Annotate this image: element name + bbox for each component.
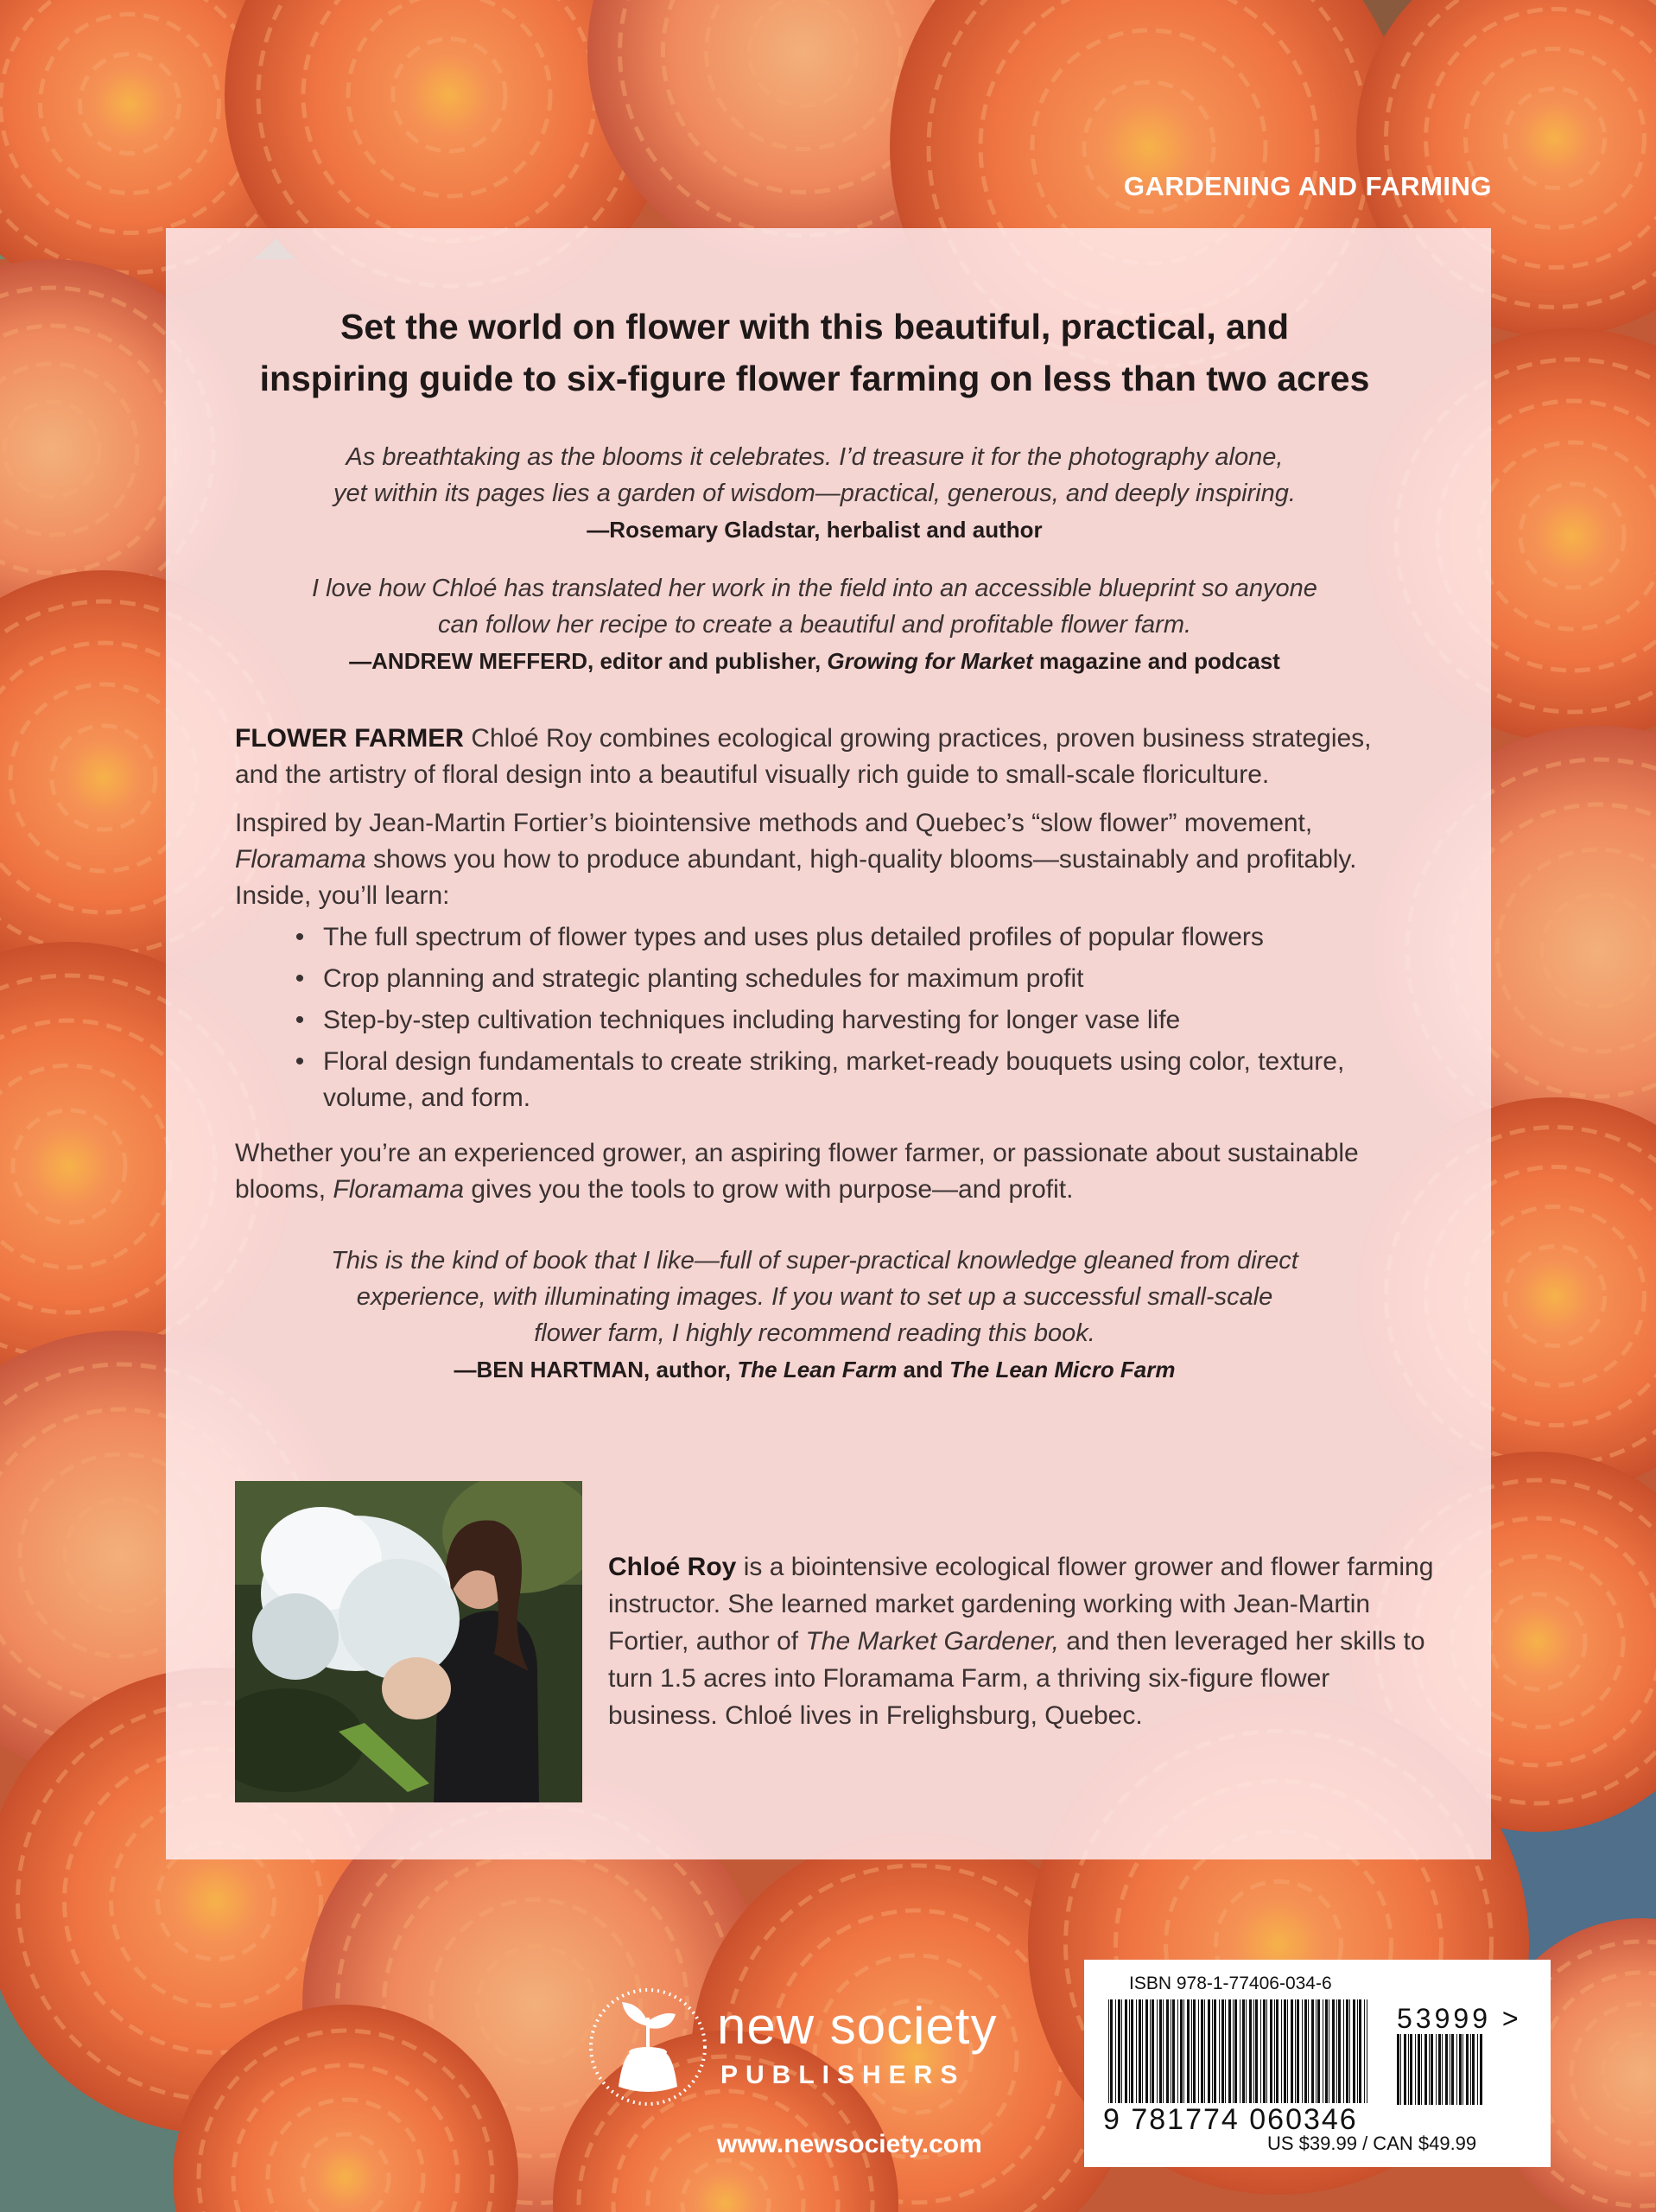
barcode-bar	[1410, 2034, 1412, 2105]
quote-line: As breathtaking as the blooms it celebrates. I’d treasure it for the photography alone,	[346, 443, 1284, 471]
barcode-bar	[1131, 1999, 1133, 2103]
inspired-paragraph	[235, 805, 1394, 914]
quote-line: yet within its pages lies a garden of wisdom—practical, generous, and deeply inspiring.	[333, 480, 1296, 507]
barcode-bar	[1234, 1999, 1237, 2103]
author-bio-text: and then leveraged her skills to turn 1.5 acres into Floramama Farm, a thriving six-figure flower business. Chloé lives in Frelighsburg, Quebec.	[608, 1627, 1425, 1730]
barcode-bar	[1462, 2034, 1463, 2105]
barcode-bar	[1308, 1999, 1309, 2103]
barcode-bar	[1118, 1999, 1120, 2103]
barcode-bar	[1221, 1999, 1224, 2103]
barcode-bar	[1246, 1999, 1247, 2103]
attribution-text: —BEN HARTMAN, author,	[454, 1357, 738, 1382]
barcode-bar	[1470, 2034, 1471, 2105]
barcode-bar	[1136, 1999, 1137, 2103]
barcode-bar	[1225, 1999, 1226, 2103]
barcode-bar	[1295, 1999, 1296, 2103]
barcode-bar	[1451, 2034, 1454, 2105]
barcode-bar	[1424, 2034, 1427, 2105]
list-item	[287, 1044, 1394, 1116]
list-item-text: Step-by-step cultivation techniques including harvesting for longer vase life	[323, 1006, 1181, 1034]
barcode-bar	[1353, 1999, 1355, 2103]
bullet-icon: •	[295, 923, 305, 951]
publisher-name: new society	[717, 1997, 998, 2055]
barcode-bar	[1198, 1999, 1199, 2103]
barcode-bar	[1150, 1999, 1151, 2103]
tree-stump-sprout-icon	[587, 1983, 708, 2111]
closing-text: Whether you’re an experienced grower, an aspiring flower farmer, or passionate about sustainable blooms,	[235, 1139, 1359, 1204]
quote-mefferd	[235, 570, 1394, 643]
quote-line: flower farm, I highly recommend reading this book.	[534, 1319, 1095, 1347]
barcode-bar	[1349, 1999, 1350, 2103]
barcode-bar	[1177, 1999, 1178, 2103]
barcode-bar	[1431, 2034, 1433, 2105]
barcode-bar	[1325, 1999, 1328, 2103]
barcode-bar	[1291, 1999, 1293, 2103]
barcode-bar	[1142, 1999, 1143, 2103]
barcode-bar	[1157, 1999, 1158, 2103]
author-bio-text: is a biointensive ecological flower grower and flower farming instructor. She learned market gardening working with Jean-Martin Fortier, author of	[608, 1553, 1434, 1656]
price-text: US $39.99 / CAN $49.99	[1267, 2133, 1477, 2154]
barcode-bar	[1242, 1999, 1245, 2103]
list-item	[287, 919, 1394, 956]
ean-barcode-icon	[1108, 1999, 1367, 2103]
author-photo	[235, 1481, 582, 1802]
attribution-hartman	[235, 1351, 1394, 1388]
barcode-bar	[1187, 1999, 1190, 2103]
barcode-bar	[1472, 2034, 1475, 2105]
price-code	[1397, 2003, 1522, 2035]
barcode-bar	[1253, 1999, 1254, 2103]
barcode-bar	[1166, 1999, 1169, 2103]
barcode-bar	[1163, 1999, 1164, 2103]
bullet-icon: •	[295, 1006, 305, 1034]
headline-line: inspiring guide to six-figure flower farming on less than two acres	[259, 359, 1370, 398]
barcode-bar	[1336, 1999, 1337, 2103]
barcode-bar	[1172, 1999, 1175, 2103]
quote-line: I love how Chloé has translated her work in the field into an accessible blueprint so anyone	[312, 575, 1317, 602]
publisher-logo	[587, 1983, 1037, 2156]
barcode-bar	[1201, 1999, 1203, 2103]
barcode-bar	[1110, 1999, 1113, 2103]
list-item-text: Floral design fundamentals to create striking, market-ready bouquets using color, texture, volume, and form.	[323, 1047, 1345, 1112]
intro-paragraph	[235, 721, 1394, 793]
barcode-bar	[1429, 2034, 1430, 2105]
barcode-bar	[1436, 2034, 1437, 2105]
barcode-bar	[1346, 1999, 1348, 2103]
barcode-bar	[1359, 1999, 1361, 2103]
barcode-bar	[1115, 1999, 1116, 2103]
barcode-bar	[1442, 2034, 1443, 2105]
isbn-text: ISBN 978-1-77406-034-6	[1129, 1974, 1332, 1993]
author-bio	[608, 1548, 1437, 1734]
back-cover-panel	[166, 228, 1491, 1859]
barcode-bar	[1466, 2034, 1469, 2105]
attribution-text: —ANDREW MEFFERD, editor and publisher,	[349, 648, 828, 674]
barcode-bar	[1404, 2034, 1406, 2105]
barcode-bar	[1364, 1999, 1365, 2103]
barcode-bar	[1274, 1999, 1275, 2103]
attribution-mefferd	[235, 643, 1394, 679]
barcode-bar	[1421, 2034, 1422, 2105]
barcode-bar	[1219, 1999, 1220, 2103]
barcode-bar	[1255, 1999, 1258, 2103]
barcode-bar	[1338, 1999, 1341, 2103]
list-item-text: Crop planning and strategic planting schedules for maximum profit	[323, 964, 1084, 993]
barcode-bar	[1438, 2034, 1441, 2105]
inspired-text: Inspired by Jean-Martin Fortier’s biointensive methods and Quebec’s “slow flower” movement,	[235, 809, 1313, 837]
book-title: The Market Gardener,	[805, 1627, 1059, 1656]
list-item	[287, 961, 1394, 997]
barcode-bar	[1304, 1999, 1307, 2103]
barcode-bar	[1332, 1999, 1335, 2103]
barcode-bar	[1400, 2034, 1401, 2105]
book-title: The Lean Micro Farm	[949, 1357, 1176, 1382]
barcode-bar	[1311, 1999, 1314, 2103]
barcode-bar	[1183, 1999, 1184, 2103]
barcode-bar	[1415, 2034, 1416, 2105]
barcode-bar	[1276, 1999, 1278, 2103]
publication-title: Growing for Market	[827, 648, 1033, 674]
bullet-icon: •	[295, 964, 305, 993]
attribution-text: magazine and podcast	[1032, 648, 1280, 674]
learn-list	[235, 919, 1394, 1116]
barcode-bar	[1193, 1999, 1196, 2103]
quote-line: This is the kind of book that I like—full of super-practical knowledge gleaned from direct	[331, 1247, 1298, 1274]
quote-hartman	[235, 1243, 1394, 1351]
barcode-bar	[1139, 1999, 1141, 2103]
barcode-bar	[1281, 1999, 1282, 2103]
barcode-box	[1084, 1960, 1551, 2167]
barcode-bar	[1302, 1999, 1303, 2103]
author-name: Chloé Roy	[608, 1553, 737, 1581]
barcode-bar	[1284, 1999, 1286, 2103]
intro-lead: FLOWER FARMER	[235, 724, 464, 753]
barcode-bar	[1191, 1999, 1192, 2103]
barcode-bar	[1297, 1999, 1299, 2103]
barcode-bar	[1357, 1999, 1358, 2103]
book-title: The Lean Farm	[737, 1357, 898, 1382]
barcode-bar	[1145, 1999, 1148, 2103]
attribution-text: and	[897, 1357, 949, 1382]
barcode-bar	[1270, 1999, 1272, 2103]
book-title: Floramama	[235, 845, 366, 874]
barcode-bar	[1408, 2034, 1409, 2105]
ean-number: 9 781774 060346	[1103, 2103, 1358, 2136]
author-block	[235, 1481, 1434, 1802]
headline	[235, 301, 1394, 404]
bullet-icon: •	[295, 1047, 305, 1076]
list-item-text: The full spectrum of flower types and uses plus detailed profiles of popular flowers	[323, 923, 1264, 951]
barcode-bar	[1121, 1999, 1122, 2103]
closing-text: gives you the tools to grow with purpose—and profit.	[464, 1175, 1074, 1204]
barcode-bar	[1260, 1999, 1261, 2103]
headline-line: Set the world on flower with this beautiful, practical, and	[340, 307, 1289, 346]
barcode-bar	[1477, 2034, 1478, 2105]
barcode-bar	[1459, 2034, 1462, 2105]
barcode-bar	[1208, 1999, 1210, 2103]
barcode-bar	[1316, 1999, 1317, 2103]
barcode-bar	[1249, 1999, 1252, 2103]
category-label: GARDENING AND FARMING	[1123, 171, 1492, 201]
quote-line: experience, with illuminating images. If you want to set up a successful small-scale	[356, 1283, 1273, 1311]
barcode-bar	[1287, 1999, 1288, 2103]
barcode-bar	[1263, 1999, 1266, 2103]
inspired-text: shows you how to produce abundant, high-quality blooms—sustainably and profitably. Inside, you’ll learn:	[235, 845, 1357, 910]
barcode-bar	[1480, 2034, 1482, 2105]
barcode-bar	[1343, 1999, 1344, 2103]
barcode-bar	[1212, 1999, 1213, 2103]
barcode-bar	[1125, 1999, 1127, 2103]
price-code-digits: 53999	[1397, 2003, 1491, 2034]
publisher-url[interactable]: www.newsociety.com	[717, 2130, 982, 2158]
barcode-bar	[1180, 1999, 1183, 2103]
barcode-bar	[1228, 1999, 1231, 2103]
barcode-bar	[1397, 2034, 1399, 2105]
closing-paragraph	[235, 1135, 1394, 1208]
barcode-bar	[1317, 1999, 1320, 2103]
list-item	[287, 1002, 1394, 1039]
intro-text: Chloé Roy combines ecological growing practices, proven business strategies, and the artistry of floral design into a beautiful visually rich guide to small-scale floriculture.	[235, 724, 1372, 789]
barcode-bar	[1129, 1999, 1130, 2103]
publisher-subtitle: PUBLISHERS	[720, 2061, 966, 2089]
barcode-bar	[1108, 1999, 1109, 2103]
barcode-bar	[1214, 1999, 1216, 2103]
barcode-bar	[1418, 2034, 1420, 2105]
addon-barcode-icon	[1397, 2034, 1483, 2105]
barcode-bar	[1204, 1999, 1205, 2103]
quote-gladstar	[235, 439, 1394, 512]
book-title: Floramama	[333, 1175, 465, 1204]
barcode-bar	[1152, 1999, 1154, 2103]
barcode-bar	[1233, 1999, 1234, 2103]
attribution-gladstar: —Rosemary Gladstar, herbalist and author	[587, 517, 1043, 543]
barcode-bar	[1159, 1999, 1162, 2103]
quote-line: can follow her recipe to create a beautiful and profitable flower farm.	[437, 611, 1192, 639]
barcode-bar	[1445, 2034, 1448, 2105]
barcode-bar	[1456, 2034, 1457, 2105]
barcode-bar	[1266, 1999, 1267, 2103]
price-code-mark: >	[1501, 2003, 1522, 2034]
